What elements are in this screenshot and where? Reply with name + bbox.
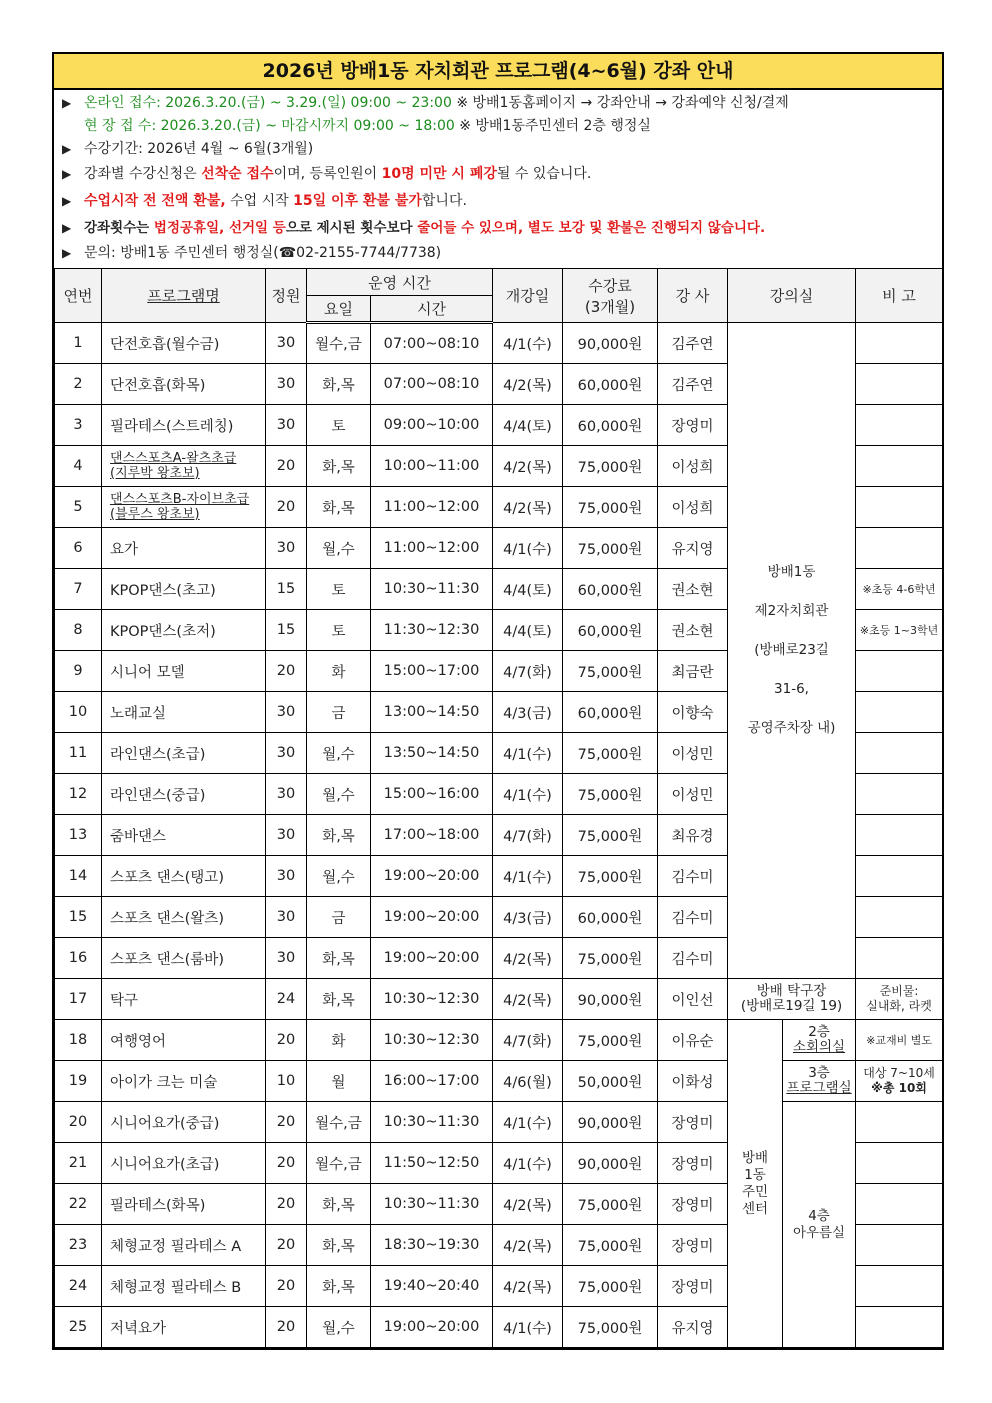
cell-teacher: 권소현 — [658, 610, 728, 651]
cell-cap: 20 — [266, 1307, 307, 1348]
cell-day: 화 — [307, 651, 371, 692]
cell-time: 07:00~08:10 — [371, 364, 493, 405]
cell-day: 월,수 — [307, 733, 371, 774]
cell-cap: 15 — [266, 610, 307, 651]
header-note: 비 고 — [856, 269, 943, 323]
cell-no: 20 — [55, 1102, 102, 1143]
cell-note — [856, 897, 943, 938]
cell-day: 월 — [307, 1061, 371, 1102]
cell-start: 4/7(화) — [493, 815, 563, 856]
header-fee: 수강료 (3개월) — [563, 269, 658, 323]
cell-start: 4/1(수) — [493, 1143, 563, 1184]
cell-start: 4/1(수) — [493, 528, 563, 569]
cell-name: 댄스스포츠A-왈츠초급 (지루박 왕초보) — [102, 446, 266, 487]
cell-note — [856, 1184, 943, 1225]
cell-time: 11:00~12:00 — [371, 528, 493, 569]
cell-note — [856, 733, 943, 774]
table-row — [55, 1061, 943, 1102]
cell-fee: 75,000원 — [563, 774, 658, 815]
header-operation: 운영 시간 — [307, 269, 493, 296]
cell-name: 스포츠 댄스(탱고) — [102, 856, 266, 897]
cell-note — [856, 1307, 943, 1348]
cell-fee: 75,000원 — [563, 528, 658, 569]
cell-note — [856, 323, 943, 364]
cell-fee: 75,000원 — [563, 856, 658, 897]
cell-teacher: 이화성 — [658, 1061, 728, 1102]
cell-cap: 30 — [266, 774, 307, 815]
cell-note — [856, 1102, 943, 1143]
cell-name: 스포츠 댄스(룸바) — [102, 938, 266, 979]
course-period: ▶ 수강기간: 2026년 4월 ~ 6월(3개월) — [62, 138, 942, 161]
cell-no: 6 — [55, 528, 102, 569]
cell-cap: 30 — [266, 692, 307, 733]
cell-teacher: 이향숙 — [658, 692, 728, 733]
page-title: 2026년 방배1동 자치회관 프로그램(4~6월) 강좌 안내 — [54, 54, 942, 90]
cell-cap: 20 — [266, 1020, 307, 1061]
cell-start: 4/2(목) — [493, 979, 563, 1020]
cell-name: 단전호흡(월수금) — [102, 323, 266, 364]
cell-cap: 30 — [266, 364, 307, 405]
cell-day: 월,수 — [307, 528, 371, 569]
table-row — [55, 1102, 943, 1143]
cell-no: 17 — [55, 979, 102, 1020]
cell-start: 4/1(수) — [493, 856, 563, 897]
cell-fee: 75,000원 — [563, 815, 658, 856]
cell-name: 노래교실 — [102, 692, 266, 733]
cell-name: 요가 — [102, 528, 266, 569]
cell-name: 줌바댄스 — [102, 815, 266, 856]
rule-sessions: ▶ 강좌횟수는 법정공휴일, 선거일 등으로 제시된 횟수보다 줄어들 수 있으며, 별도 보강 및 환불은 진행되지 않습니다. — [62, 215, 942, 242]
cell-no: 9 — [55, 651, 102, 692]
table-row — [55, 323, 943, 364]
cell-start: 4/7(화) — [493, 651, 563, 692]
cell-no: 10 — [55, 692, 102, 733]
cell-no: 13 — [55, 815, 102, 856]
cell-note — [856, 1143, 943, 1184]
cell-teacher: 장영미 — [658, 1184, 728, 1225]
cell-day: 금 — [307, 692, 371, 733]
room-center: 방배 1동 주민 센터 — [728, 1020, 783, 1348]
cell-start: 4/2(목) — [493, 938, 563, 979]
cell-time: 19:00~20:00 — [371, 938, 493, 979]
cell-no: 11 — [55, 733, 102, 774]
cell-fee: 75,000원 — [563, 446, 658, 487]
cell-day: 화,목 — [307, 1184, 371, 1225]
cell-time: 19:40~20:40 — [371, 1266, 493, 1307]
cell-time: 19:00~20:00 — [371, 856, 493, 897]
cell-day: 화 — [307, 1020, 371, 1061]
cell-teacher: 김주연 — [658, 323, 728, 364]
onsite-registration: 현 장 접 수: 2026.3.20.(금) ~ 마감시까지 09:00 ~ 18:00 ※ 방배1동주민센터 2층 행정실 — [84, 118, 651, 134]
cell-note — [856, 774, 943, 815]
cell-cap: 10 — [266, 1061, 307, 1102]
cell-start: 4/2(목) — [493, 364, 563, 405]
bullet-icon: ▶ — [62, 142, 72, 156]
cell-no: 24 — [55, 1266, 102, 1307]
cell-teacher: 장영미 — [658, 1225, 728, 1266]
rule-enrollment: ▶ 강좌별 수강신청은 선착순 접수이며, 등록인원이 10명 미만 시 폐강될 수 있습니다. — [62, 161, 942, 188]
cell-fee: 50,000원 — [563, 1061, 658, 1102]
bullet-icon: ▶ — [62, 96, 72, 110]
online-registration: ▶ 온라인 접수: 2026.3.20.(금) ~ 3.29.(일) 09:00 ~ 23:00 ※ 방배1동홈페이지 → 강좌안내 → 강좌예약 신청/결제 — [62, 92, 942, 115]
cell-start: 4/1(수) — [493, 1102, 563, 1143]
cell-fee: 60,000원 — [563, 897, 658, 938]
cell-name: 라인댄스(초급) — [102, 733, 266, 774]
cell-time: 19:00~20:00 — [371, 1307, 493, 1348]
cell-teacher: 이인선 — [658, 979, 728, 1020]
room-hall2: 방배1동 제2자치회관 (방배로23길 31-6, 공영주차장 내) — [728, 323, 856, 979]
room-4f: 4층 아우름실 — [783, 1102, 856, 1348]
cell-time: 16:00~17:00 — [371, 1061, 493, 1102]
cell-fee: 75,000원 — [563, 1184, 658, 1225]
cell-teacher: 김수미 — [658, 938, 728, 979]
cell-teacher: 권소현 — [658, 569, 728, 610]
cell-day: 화,목 — [307, 487, 371, 528]
cell-start: 4/3(금) — [493, 897, 563, 938]
cell-start: 4/2(목) — [493, 487, 563, 528]
header-teacher: 강 사 — [658, 269, 728, 323]
cell-teacher: 이유순 — [658, 1020, 728, 1061]
cell-no: 25 — [55, 1307, 102, 1348]
cell-no: 4 — [55, 446, 102, 487]
cell-name: 여행영어 — [102, 1020, 266, 1061]
cell-name: 체형교정 필라테스 B — [102, 1266, 266, 1307]
cell-fee: 60,000원 — [563, 569, 658, 610]
cell-no: 12 — [55, 774, 102, 815]
cell-day: 화,목 — [307, 979, 371, 1020]
cell-name: KPOP댄스(초고) — [102, 569, 266, 610]
cell-fee: 75,000원 — [563, 938, 658, 979]
header-day: 요일 — [307, 296, 371, 323]
program-table — [54, 268, 943, 1348]
cell-cap: 20 — [266, 651, 307, 692]
cell-name: 단전호흡(화목) — [102, 364, 266, 405]
cell-time: 17:00~18:00 — [371, 815, 493, 856]
cell-cap: 20 — [266, 1184, 307, 1225]
cell-name: 라인댄스(중급) — [102, 774, 266, 815]
cell-time: 10:30~11:30 — [371, 1102, 493, 1143]
cell-time: 11:30~12:30 — [371, 610, 493, 651]
cell-day: 월,수 — [307, 774, 371, 815]
cell-no: 22 — [55, 1184, 102, 1225]
cell-note — [856, 1266, 943, 1307]
cell-note — [856, 446, 943, 487]
cell-no: 14 — [55, 856, 102, 897]
cell-time: 11:50~12:50 — [371, 1143, 493, 1184]
cell-time: 15:00~17:00 — [371, 651, 493, 692]
header-start: 개강일 — [493, 269, 563, 323]
cell-day: 화,목 — [307, 938, 371, 979]
rule-refund: ▶ 수업시작 전 전액 환불, 수업 시작 15일 이후 환불 불가합니다. — [62, 188, 942, 215]
cell-teacher: 김수미 — [658, 856, 728, 897]
cell-day: 화,목 — [307, 1266, 371, 1307]
cell-start: 4/1(수) — [493, 1307, 563, 1348]
cell-teacher: 최금란 — [658, 651, 728, 692]
cell-note — [856, 815, 943, 856]
cell-fee: 90,000원 — [563, 323, 658, 364]
cell-note: 대상 7~10세 ※총 10회 — [856, 1061, 943, 1102]
contact-info: ▶ 문의: 방배1동 주민센터 행정실(☎02-2155-7744/7738) — [62, 242, 942, 265]
header-no: 연번 — [55, 269, 102, 323]
cell-cap: 20 — [266, 1102, 307, 1143]
cell-no: 2 — [55, 364, 102, 405]
cell-note — [856, 487, 943, 528]
cell-cap: 30 — [266, 528, 307, 569]
cell-name: 아이가 크는 미술 — [102, 1061, 266, 1102]
cell-no: 3 — [55, 405, 102, 446]
cell-fee: 90,000원 — [563, 979, 658, 1020]
cell-no: 5 — [55, 487, 102, 528]
cell-teacher: 장영미 — [658, 1266, 728, 1307]
cell-name: 시니어요가(초급) — [102, 1143, 266, 1184]
cell-teacher: 김주연 — [658, 364, 728, 405]
cell-time: 10:30~11:30 — [371, 1184, 493, 1225]
cell-fee: 75,000원 — [563, 1266, 658, 1307]
cell-teacher: 장영미 — [658, 1102, 728, 1143]
header-room: 강의실 — [728, 269, 856, 323]
cell-fee: 75,000원 — [563, 733, 658, 774]
cell-teacher: 이성희 — [658, 487, 728, 528]
bullet-icon: ▶ — [62, 221, 72, 235]
cell-note: ※초등 4-6학년 — [856, 569, 943, 610]
cell-start: 4/2(목) — [493, 1184, 563, 1225]
cell-teacher: 김수미 — [658, 897, 728, 938]
cell-start: 4/6(월) — [493, 1061, 563, 1102]
cell-day: 월,수 — [307, 856, 371, 897]
cell-time: 10:00~11:00 — [371, 446, 493, 487]
cell-start: 4/4(토) — [493, 610, 563, 651]
bullet-icon: ▶ — [62, 246, 72, 260]
cell-cap: 30 — [266, 938, 307, 979]
cell-cap: 20 — [266, 1225, 307, 1266]
cell-time: 15:00~16:00 — [371, 774, 493, 815]
cell-no: 18 — [55, 1020, 102, 1061]
cell-name: 저녁요가 — [102, 1307, 266, 1348]
cell-name: 체형교정 필라테스 A — [102, 1225, 266, 1266]
cell-note — [856, 1225, 943, 1266]
cell-cap: 30 — [266, 323, 307, 364]
cell-note — [856, 651, 943, 692]
cell-cap: 30 — [266, 897, 307, 938]
cell-cap: 20 — [266, 1266, 307, 1307]
cell-day: 토 — [307, 405, 371, 446]
cell-teacher: 이성민 — [658, 774, 728, 815]
cell-teacher: 이성민 — [658, 733, 728, 774]
cell-no: 19 — [55, 1061, 102, 1102]
cell-start: 4/2(목) — [493, 1266, 563, 1307]
cell-cap: 30 — [266, 856, 307, 897]
cell-cap: 20 — [266, 1143, 307, 1184]
cell-fee: 75,000원 — [563, 651, 658, 692]
cell-fee: 75,000원 — [563, 1225, 658, 1266]
cell-note — [856, 405, 943, 446]
cell-start: 4/2(목) — [493, 1225, 563, 1266]
cell-teacher: 장영미 — [658, 1143, 728, 1184]
cell-name: 스포츠 댄스(왈츠) — [102, 897, 266, 938]
cell-time: 10:30~12:30 — [371, 979, 493, 1020]
cell-no: 21 — [55, 1143, 102, 1184]
cell-day: 화,목 — [307, 1225, 371, 1266]
cell-time: 10:30~11:30 — [371, 569, 493, 610]
cell-time: 07:00~08:10 — [371, 323, 493, 364]
cell-day: 토 — [307, 610, 371, 651]
cell-note: 준비물: 실내화, 라켓 — [856, 979, 943, 1020]
cell-day: 화,목 — [307, 815, 371, 856]
header-capacity: 정원 — [266, 269, 307, 323]
cell-cap: 30 — [266, 733, 307, 774]
cell-time: 11:00~12:00 — [371, 487, 493, 528]
cell-day: 월수,금 — [307, 1102, 371, 1143]
cell-name: 댄스스포츠B-자이브초급 (블루스 왕초보) — [102, 487, 266, 528]
cell-start: 4/3(금) — [493, 692, 563, 733]
info-section — [54, 90, 942, 265]
header-name: 프로그램명 — [102, 269, 266, 323]
cell-day: 월수,금 — [307, 1143, 371, 1184]
cell-note — [856, 856, 943, 897]
cell-day: 화,목 — [307, 446, 371, 487]
cell-note — [856, 692, 943, 733]
header-time: 시간 — [371, 296, 493, 323]
cell-name: 필라테스(화목) — [102, 1184, 266, 1225]
cell-teacher: 장영미 — [658, 405, 728, 446]
room-table-tennis: 방배 탁구장 (방배로19길 19) — [728, 979, 856, 1020]
cell-note: ※교재비 별도 — [856, 1020, 943, 1061]
cell-note — [856, 938, 943, 979]
cell-time: 13:00~14:50 — [371, 692, 493, 733]
cell-time: 13:50~14:50 — [371, 733, 493, 774]
cell-day: 금 — [307, 897, 371, 938]
cell-day: 월,수 — [307, 1307, 371, 1348]
cell-time: 10:30~12:30 — [371, 1020, 493, 1061]
cell-time: 19:00~20:00 — [371, 897, 493, 938]
cell-no: 15 — [55, 897, 102, 938]
cell-no: 23 — [55, 1225, 102, 1266]
cell-no: 7 — [55, 569, 102, 610]
cell-cap: 20 — [266, 487, 307, 528]
cell-start: 4/1(수) — [493, 774, 563, 815]
bullet-icon: ▶ — [62, 167, 72, 181]
cell-start: 4/4(토) — [493, 569, 563, 610]
table-row — [55, 1020, 943, 1061]
cell-cap: 15 — [266, 569, 307, 610]
cell-note — [856, 364, 943, 405]
cell-fee: 75,000원 — [563, 487, 658, 528]
cell-no: 8 — [55, 610, 102, 651]
cell-day: 월수,금 — [307, 323, 371, 364]
cell-cap: 20 — [266, 446, 307, 487]
cell-day: 화,목 — [307, 364, 371, 405]
cell-name: 탁구 — [102, 979, 266, 1020]
cell-start: 4/1(수) — [493, 323, 563, 364]
cell-teacher: 이성희 — [658, 446, 728, 487]
cell-fee: 60,000원 — [563, 692, 658, 733]
cell-cap: 24 — [266, 979, 307, 1020]
cell-fee: 90,000원 — [563, 1102, 658, 1143]
cell-time: 18:30~19:30 — [371, 1225, 493, 1266]
notice-document — [52, 52, 944, 1350]
cell-no: 1 — [55, 323, 102, 364]
cell-fee: 60,000원 — [563, 405, 658, 446]
cell-name: 필라테스(스트레칭) — [102, 405, 266, 446]
cell-start: 4/2(목) — [493, 446, 563, 487]
cell-start: 4/1(수) — [493, 733, 563, 774]
cell-note — [856, 528, 943, 569]
cell-fee: 90,000원 — [563, 1143, 658, 1184]
cell-name: 시니어 모델 — [102, 651, 266, 692]
cell-fee: 75,000원 — [563, 1307, 658, 1348]
cell-start: 4/4(토) — [493, 405, 563, 446]
cell-fee: 60,000원 — [563, 610, 658, 651]
table-row — [55, 979, 943, 1020]
cell-no: 16 — [55, 938, 102, 979]
cell-fee: 60,000원 — [563, 364, 658, 405]
cell-teacher: 유지영 — [658, 528, 728, 569]
bullet-icon: ▶ — [62, 194, 72, 208]
cell-fee: 75,000원 — [563, 1020, 658, 1061]
room-cell: 2층 소회의실 — [783, 1020, 856, 1061]
cell-name: KPOP댄스(초저) — [102, 610, 266, 651]
cell-teacher: 최유경 — [658, 815, 728, 856]
cell-time: 09:00~10:00 — [371, 405, 493, 446]
cell-cap: 30 — [266, 815, 307, 856]
cell-name: 시니어요가(중급) — [102, 1102, 266, 1143]
cell-teacher: 유지영 — [658, 1307, 728, 1348]
cell-start: 4/7(화) — [493, 1020, 563, 1061]
cell-cap: 30 — [266, 405, 307, 446]
cell-day: 토 — [307, 569, 371, 610]
room-cell: 3층 프로그램실 — [783, 1061, 856, 1102]
cell-note: ※초등 1~3학년 — [856, 610, 943, 651]
